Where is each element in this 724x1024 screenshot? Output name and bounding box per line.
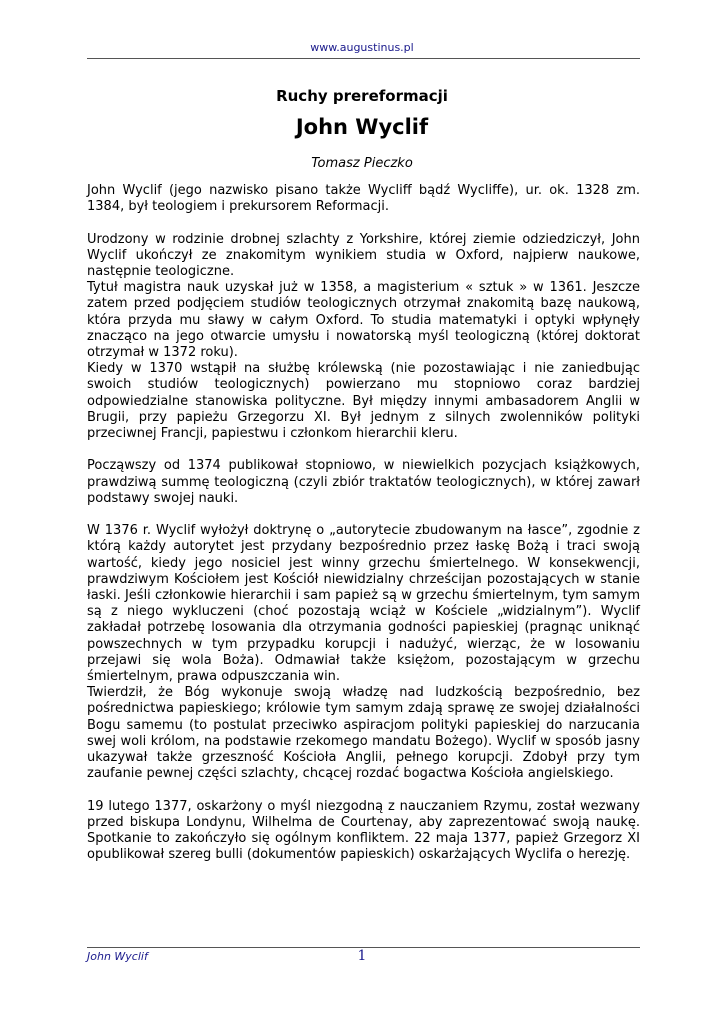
paragraph: Twierdził, że Bóg wykonuje swoją władzę nad ludzkością bezpośrednio, bez pośrednictwa papieskiego; królowie tym samym zdają sprawę ze swojej działalności Bogu samemu (to postulat przeciwko aspiracjom polityki papieskiej do narzucania swej woli królom, na podstawie rzekomego mandatu Bożego). Wyclif w sposób jasny ukazywał także grzeszność Kościoła Anglii, pełnego korupcji. Zdobył przy tym zaufanie pewnej części szlachty, chcącej rozdać bogactwa Kościoła angielskiego. xyxy=(87,685,640,782)
paragraph: John Wyclif (jego nazwisko pisano także Wycliff bądź Wycliffe), ur. ok. 1328 zm. 1384, był teologiem i prekursorem Reformacji. xyxy=(87,183,640,215)
document-subtitle: Ruchy prereformacji xyxy=(276,87,448,105)
document-title: John Wyclif xyxy=(295,115,429,139)
paragraph: Kiedy w 1370 wstąpił na służbę królewską (nie pozostawiając i nie zaniedbując swoich studiów teologicznych) powierzano mu stopniowo coraz bardziej odpowiedzialne stanowiska polityczne. Był między innymi ambasadorem Anglii w Brugii, przy papieżu Grzegorzu XI. Był jednym z silnych zwolenników polityki przeciwnej Francji, papiestwu i członkom hierarchii kleru. xyxy=(87,361,640,442)
header-url: www.augustinus.pl xyxy=(310,41,414,54)
document-body xyxy=(87,183,640,863)
paragraph: Począwszy od 1374 publikował stopniowo, w niewielkich pozycjach książkowych, prawdziwą summę teologiczną (czyli zbiór traktatów teologicznych), w której zawarł podstawy swojej nauki. xyxy=(87,458,640,506)
header-divider xyxy=(87,58,640,59)
page-number: 1 xyxy=(357,948,367,964)
paragraph: W 1376 r. Wyclif wyłożył doktrynę o „autorytecie zbudowanym na łasce”, zgodnie z którą każdy autorytet jest przydany bezpośrednio przez łaskę Bożą i traci swoją wartość, kiedy jego nosiciel jest winny grzechu śmiertelnego. W konsekwencji, prawdziwym Kościołem jest Kościół niewidzialny chrześcijan pozostających w stanie łaski. Jeśli członkowie hierarchii i sam papież są w grzechu śmiertelnym, tym samym są z niego wykluczeni (choć pozostają wciąż w Kościele „widzialnym”). Wyclif zakładał potrzebę losowania dla otrzymania godności papieskiej (pragnąc uniknąć powszechnych w tym przypadku korupcji i nadużyć, wierząc, że w losowaniu przejawi się wola Boża). Odmawiał także księżom, pozostającym w grzechu śmiertelnym, prawa odpuszczania win. xyxy=(87,523,640,685)
paragraph: Urodzony w rodzinie drobnej szlachty z Yorkshire, której ziemie odziedziczył, John Wyclif ukończył ze znakomitym wynikiem studia w Oxford, najpierw naukowe, następnie teologiczne. xyxy=(87,231,640,279)
document-author: Tomasz Pieczko xyxy=(311,156,413,171)
paragraph: Tytuł magistra nauk uzyskał już w 1358, a magisterium « sztuk » w 1361. Jeszcze zatem przed podjęciem studiów teologicznych otrzymał znakomitą bazę naukową, która przyda mu sławy w całym Oxford. To studia matematyki i optyki wpłynęły znacząco na jego otwarcie umysłu i nowatorską myśl teologiczną (której doktorat otrzymał w 1372 roku). xyxy=(87,280,640,361)
footer-running-title: John Wyclif xyxy=(87,950,148,963)
paragraph: 19 lutego 1377, oskarżony o myśl niezgodną z nauczaniem Rzymu, został wezwany przed biskupa Londynu, Wilhelma de Courtenay, aby zaprezentować swoją naukę. Spotkanie to zakończyło się ogólnym konfliktem. 22 maja 1377, papież Grzegorz XI opublikował szereg bulli (dokumentów papieskich) oskarżających Wyclifa o herezję. xyxy=(87,798,640,863)
